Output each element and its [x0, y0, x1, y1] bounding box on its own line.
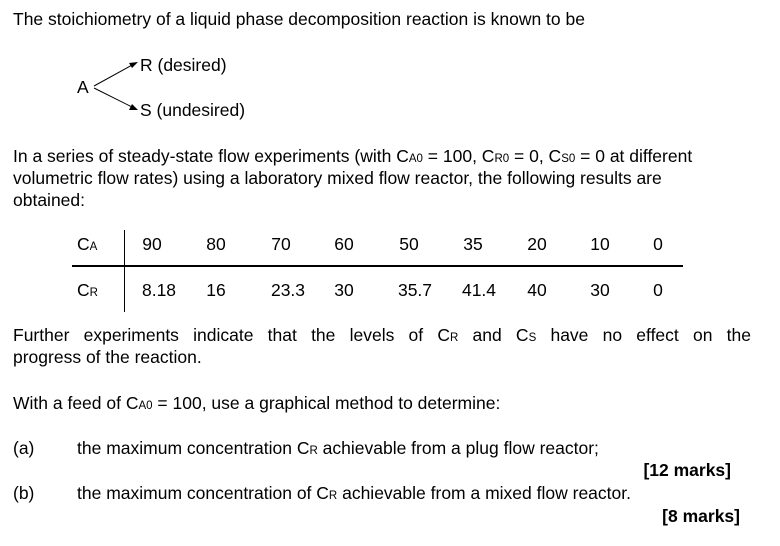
ca-value: 90: [142, 234, 162, 254]
table-horizontal-rule: [72, 265, 683, 267]
row-label-cr: CR: [77, 280, 98, 300]
ca-value: 10: [590, 234, 610, 254]
row-label-ca: CA: [77, 234, 98, 254]
arrowhead-r-icon: [129, 62, 138, 68]
ca-value: 60: [334, 234, 354, 254]
arrow-to-s: [94, 88, 134, 108]
cr-value: 35.7: [397, 280, 433, 300]
question-b-marks: [8 marks]: [662, 506, 740, 526]
cr-value: 30: [334, 280, 354, 300]
cr-value: 40: [527, 280, 547, 300]
cr-value: 0: [653, 280, 663, 300]
product-desired: R (desired): [140, 55, 227, 75]
arrow-to-r: [94, 64, 134, 86]
question-a-text: the maximum concentration CR achievable from a plug flow reactor;: [77, 438, 599, 458]
ca-value: 20: [527, 234, 547, 254]
ca-value: 80: [206, 234, 226, 254]
arrowhead-s-icon: [129, 104, 138, 110]
intro-text: The stoichiometry of a liquid phase decomposition reaction is known to be: [13, 9, 585, 29]
question-a-label: (a): [13, 438, 35, 458]
cr-value: 41.4: [461, 280, 497, 300]
cr-value: 8.18: [141, 280, 177, 300]
table-vertical-rule: [124, 230, 125, 312]
ca-value: 50: [399, 234, 419, 254]
product-undesired: S (undesired): [140, 100, 246, 120]
ca-value: 0: [653, 234, 663, 254]
cr-value: 30: [590, 280, 610, 300]
para3: With a feed of CA0 = 100, use a graphical method to determine:: [13, 393, 501, 413]
ca-value: 35: [463, 234, 483, 254]
cr-value: 16: [206, 280, 226, 300]
para1-line2: volumetric flow rates) using a laboratory mixed flow reactor, the following results are: [13, 168, 662, 188]
para1-line3: obtained:: [13, 190, 86, 210]
question-b-text: the maximum concentration of CR achievable from a mixed flow reactor.: [77, 483, 631, 503]
para2-line1: Further experiments indicate that the levels of CR and CS have no effect on the: [13, 325, 751, 345]
ca-value: 70: [271, 234, 291, 254]
reactant-a: A: [77, 77, 89, 97]
para1-line1: In a series of steady-state flow experiments (with CA0 = 100, CR0 = 0, CS0 = 0 at different: [13, 146, 693, 166]
question-a-marks: [12 marks]: [643, 460, 731, 480]
question-b-label: (b): [13, 483, 35, 503]
para2-line2: progress of the reaction.: [13, 347, 202, 367]
cr-value: 23.3: [270, 280, 306, 300]
